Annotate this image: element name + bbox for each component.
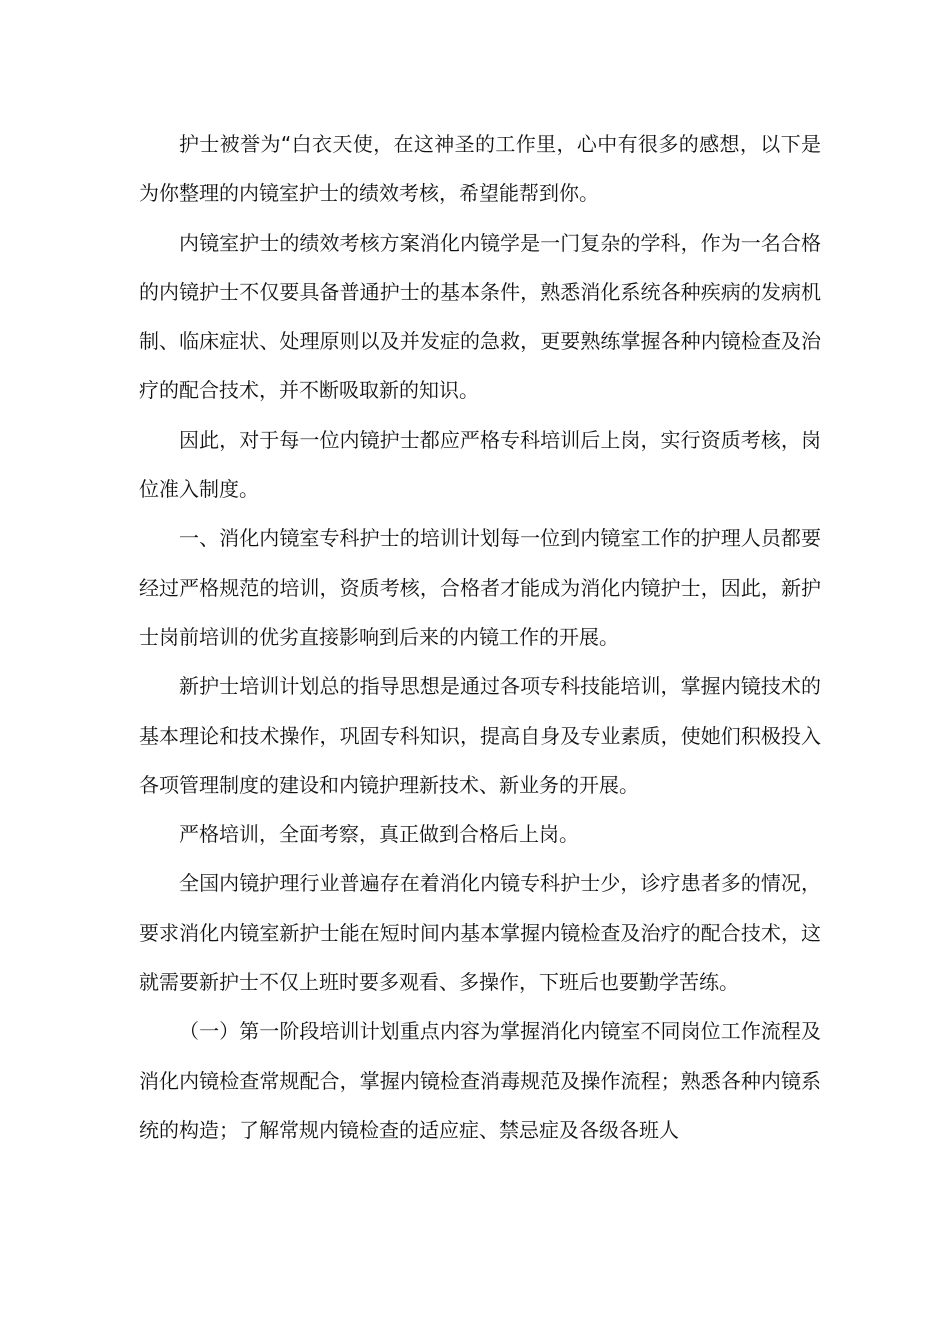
paragraph-4: 一、消化内镜室专科护士的培训计划每一位到内镜室工作的护理人员都要经过严格规范的培训，资质考核，合格者才能成为消化内镜护士，因此，新护士岗前培训的优劣直接影响到后来的内镜工作的开展。 [139, 526, 821, 649]
paragraph-1: 护士被誉为“白衣天使，在这神圣的工作里，心中有很多的感想，以下是为你整理的内镜室护士的绩效考核，希望能帮到你。 [139, 132, 821, 206]
paragraph-3: 因此，对于每一位内镜护士都应严格专科培训后上岗，实行资质考核，岗位准入制度。 [139, 427, 821, 502]
paragraph-2: 内镜室护士的绩效考核方案消化内镜学是一门复杂的学科，作为一名合格的内镜护士不仅要具备普通护士的基本条件，熟悉消化系统各种疾病的发病机制、临床症状、处理原则以及并发症的急救，更要熟练掌握各种内镜检查及治疗的配合技术，并不断吸取新的知识。 [139, 230, 821, 403]
paragraph-8: （一）第一阶段培训计划重点内容为掌握消化内镜室不同岗位工作流程及消化内镜检查常规配合，掌握内镜检查消毒规范及操作流程；熟悉各种内镜系统的构造；了解常规内镜检查的适应症、禁忌症及各级各班人 [139, 1019, 821, 1142]
paragraph-6: 严格培训，全面考察，真正做到合格后上岗。 [179, 822, 579, 847]
document-body [139, 120, 821, 1155]
paragraph-7: 全国内镜护理行业普遍存在着消化内镜专科护士少，诊疗患者多的情况，要求消化内镜室新护士能在短时间内基本掌握内镜检查及治疗的配合技术，这就需要新护士不仅上班时要多观看、多操作，下班后也要勤学苦练。 [139, 871, 821, 995]
paragraph-5: 新护士培训计划总的指导思想是通过各项专科技能培训，掌握内镜技术的基本理论和技术操作，巩固专科知识，提高自身及专业素质，使她们积极投入各项管理制度的建设和内镜护理新技术、新业务的开展。 [139, 674, 821, 797]
